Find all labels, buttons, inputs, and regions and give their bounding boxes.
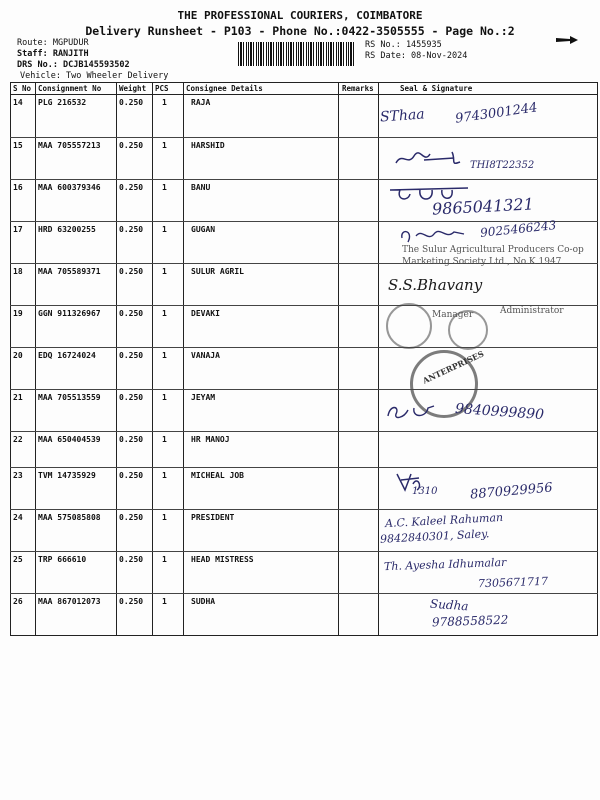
col-header-consignee: Consignee Details bbox=[186, 84, 263, 93]
row-consignee: GUGAN bbox=[191, 225, 216, 234]
row-weight: 0.250 bbox=[119, 309, 144, 318]
row-weight: 0.250 bbox=[119, 183, 144, 192]
row-weight: 0.250 bbox=[119, 513, 144, 522]
row-consignee: RAJA bbox=[191, 98, 211, 107]
arrow-mark-icon bbox=[556, 36, 578, 44]
row-pcs: 1 bbox=[162, 267, 167, 276]
row-consignment: PLG 216532 bbox=[38, 98, 87, 107]
row-consignment: MAA 867012073 bbox=[38, 597, 101, 606]
row-pcs: 1 bbox=[162, 393, 167, 402]
row-consignee: SULUR AGRIL bbox=[191, 267, 244, 276]
signature-phone-row-23: 8870929956 bbox=[469, 480, 554, 503]
table-row bbox=[10, 138, 598, 180]
row-sno: 17 bbox=[13, 225, 23, 234]
signature-scribble-row-17 bbox=[398, 226, 468, 246]
row-sno: 25 bbox=[13, 555, 23, 564]
row-pcs: 1 bbox=[162, 435, 167, 444]
row-pcs: 1 bbox=[162, 98, 167, 107]
row-weight: 0.250 bbox=[119, 267, 144, 276]
row-consignment: MAA 705513559 bbox=[38, 393, 101, 402]
table-row bbox=[10, 594, 598, 636]
signature-row-18: S.S.Bhavany bbox=[388, 276, 483, 294]
signature-scribble-row-15 bbox=[394, 148, 464, 170]
row-weight: 0.250 bbox=[119, 393, 144, 402]
society-stamp-line2: Marketing Society Ltd., No.K 1947 bbox=[402, 257, 562, 267]
manager-stamp-text: Manager bbox=[432, 310, 474, 320]
row-sno: 18 bbox=[13, 267, 23, 276]
signature-line2-row-26: 9788558522 bbox=[431, 612, 509, 630]
signature-line2-row-25: 7305671717 bbox=[477, 574, 549, 591]
row-consignment: MAA 705589371 bbox=[38, 267, 101, 276]
drs-barcode bbox=[238, 42, 356, 66]
row-consignment: EDQ 16724024 bbox=[38, 351, 96, 360]
signature-line1-row-24: A.C. Kaleel Rahuman bbox=[384, 510, 504, 531]
round-seal-stamp bbox=[386, 303, 432, 349]
row-consignee: HR MANOJ bbox=[191, 435, 230, 444]
row-consignee: JEYAM bbox=[191, 393, 216, 402]
signature-phone-row-17: 9025466243 bbox=[479, 218, 557, 240]
rs-number: RS No.: 1455935 bbox=[365, 40, 442, 50]
row-sno: 23 bbox=[13, 471, 23, 480]
route-label: Route: MGPUDUR bbox=[17, 38, 89, 48]
row-weight: 0.250 bbox=[119, 351, 144, 360]
table-row bbox=[10, 264, 598, 306]
row-consignment: MAA 650404539 bbox=[38, 435, 101, 444]
enterprises-stamp-text: ANTERPRISES bbox=[420, 348, 486, 386]
row-sno: 24 bbox=[13, 513, 23, 522]
table-row bbox=[10, 348, 598, 390]
row-sno: 26 bbox=[13, 597, 23, 606]
row-pcs: 1 bbox=[162, 141, 167, 150]
row-consignment: MAA 705557213 bbox=[38, 141, 101, 150]
row-consignee: HARSHID bbox=[191, 141, 225, 150]
row-weight: 0.250 bbox=[119, 225, 144, 234]
row-pcs: 1 bbox=[162, 597, 167, 606]
company-title: THE PROFESSIONAL COURIERS, COIMBATORE bbox=[177, 9, 423, 22]
row-weight: 0.250 bbox=[119, 141, 144, 150]
row-consignee: BANU bbox=[191, 183, 211, 192]
col-header-consignment: Consignment No bbox=[38, 84, 102, 93]
row-pcs: 1 bbox=[162, 225, 167, 234]
row-pcs: 1 bbox=[162, 309, 167, 318]
row-pcs: 1 bbox=[162, 471, 167, 480]
row-sno: 20 bbox=[13, 351, 23, 360]
vehicle-label: Vehicle: Two Wheeler Delivery bbox=[20, 71, 169, 81]
row-consignee: HEAD MISTRESS bbox=[191, 555, 254, 564]
col-header-weight: Weight bbox=[119, 84, 147, 93]
row-sno: 19 bbox=[13, 309, 23, 318]
col-header-sno: S No bbox=[13, 84, 32, 93]
signature-phone-row-15: THI8T22352 bbox=[470, 160, 535, 171]
row-consignee: VANAJA bbox=[191, 351, 220, 360]
row-consignment: MAA 600379346 bbox=[38, 183, 101, 192]
row-pcs: 1 bbox=[162, 555, 167, 564]
sheet-title: Delivery Runsheet - P103 - Phone No.:0422-3505555 - Page No.:2 bbox=[85, 24, 515, 38]
row-consignee: MICHEAL JOB bbox=[191, 471, 244, 480]
row-consignee: PRESIDENT bbox=[191, 513, 235, 522]
drs-number: DRS No.: DCJB145593502 bbox=[17, 60, 130, 70]
row-sno: 15 bbox=[13, 141, 23, 150]
row-sno: 22 bbox=[13, 435, 23, 444]
col-header-seal-signature: Seal & Signature bbox=[400, 84, 473, 93]
row-weight: 0.250 bbox=[119, 471, 144, 480]
signature-line2-row-24: 9842840301, Saley. bbox=[379, 527, 490, 546]
signature-extra-row-23: 1310 bbox=[412, 486, 438, 497]
row-consignment: TRP 666610 bbox=[38, 555, 87, 564]
row-consignment: MAA 575085808 bbox=[38, 513, 101, 522]
row-sno: 14 bbox=[13, 98, 23, 107]
row-weight: 0.250 bbox=[119, 597, 144, 606]
signature-row-14: SThaa bbox=[379, 106, 426, 126]
administrator-stamp-text: Administrator bbox=[500, 306, 564, 316]
row-consignee: SUDHA bbox=[191, 597, 216, 606]
signature-line1-row-25: Th. Ayesha Idhumalar bbox=[383, 555, 507, 574]
row-consignment: GGN 911326967 bbox=[38, 309, 101, 318]
row-weight: 0.250 bbox=[119, 435, 144, 444]
staff-label: Staff: RANJITH bbox=[17, 49, 89, 59]
row-sno: 21 bbox=[13, 393, 23, 402]
row-pcs: 1 bbox=[162, 513, 167, 522]
row-sno: 16 bbox=[13, 183, 23, 192]
col-header-remarks: Remarks bbox=[342, 84, 374, 93]
table-row bbox=[10, 510, 598, 552]
row-pcs: 1 bbox=[162, 183, 167, 192]
table-top-border bbox=[10, 82, 598, 83]
signature-phone-row-21: 9840999890 bbox=[454, 400, 545, 424]
row-consignment: TVM 14735929 bbox=[38, 471, 96, 480]
col-header-pcs: PCS bbox=[155, 84, 169, 93]
signature-line1-row-26: Sudha bbox=[429, 596, 469, 614]
row-weight: 0.250 bbox=[119, 555, 144, 564]
signature-phone-row-16: 9865041321 bbox=[431, 194, 535, 219]
rs-date: RS Date: 08-Nov-2024 bbox=[365, 51, 468, 61]
row-consignee: DEVAKI bbox=[191, 309, 220, 318]
signature-phone-row-14: 9743001244 bbox=[454, 100, 539, 127]
society-stamp-line1: The Sulur Agricultural Producers Co-op bbox=[402, 245, 584, 255]
row-consignment: HRD 63200255 bbox=[38, 225, 96, 234]
row-pcs: 1 bbox=[162, 351, 167, 360]
signature-scribble-row-21 bbox=[386, 402, 436, 422]
row-weight: 0.250 bbox=[119, 98, 144, 107]
